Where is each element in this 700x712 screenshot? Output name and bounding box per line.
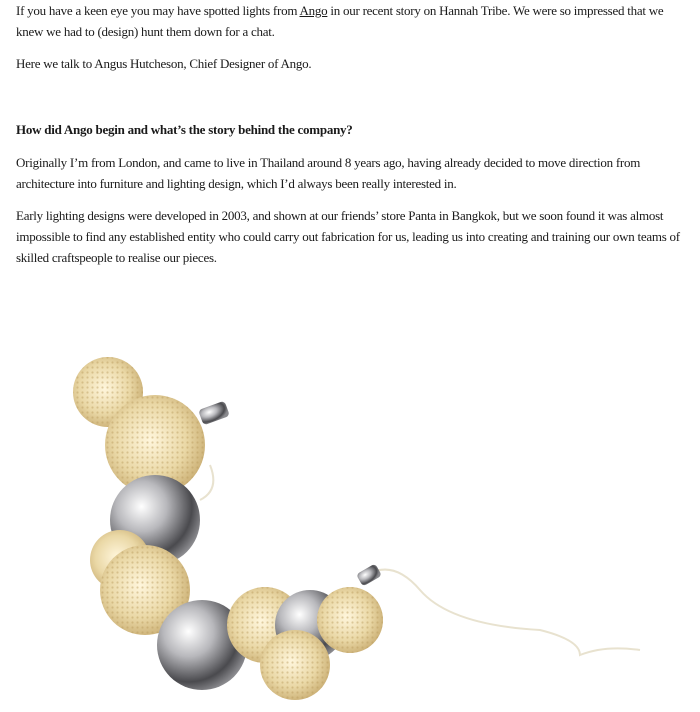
question-heading: How did Ango begin and what’s the story behind the company? — [16, 122, 353, 137]
intro-paragraph-2: Here we talk to Angus Hutcheson, Chief Designer of Ango. — [16, 56, 312, 71]
article-body — [16, 0, 681, 279]
answer-paragraph: Originally I’m from London, and came to live in Thailand around 8 years ago, having already decided to move direction from architecture into furniture and lighting design, which I’d always been really interested in. — [16, 155, 641, 191]
ango-lamp-photo — [60, 340, 660, 712]
intro-paragraph: If you have a keen eye you may have spotted lights from Ango in our recent story on Hannah Tribe. We were so impressed that we knew we had to (design) hunt them down for a chat. — [16, 3, 664, 39]
answer-paragraph: Early lighting designs were developed in 2003, and shown at our friends’ store Panta in Bangkok, but we soon found it was almost impossible to find any established entity who could carry out fabrication for us, leading us into creating and training our own teams of skilled craftspeople to realise our pieces. — [16, 208, 680, 265]
ango-link[interactable]: Ango — [299, 3, 328, 18]
